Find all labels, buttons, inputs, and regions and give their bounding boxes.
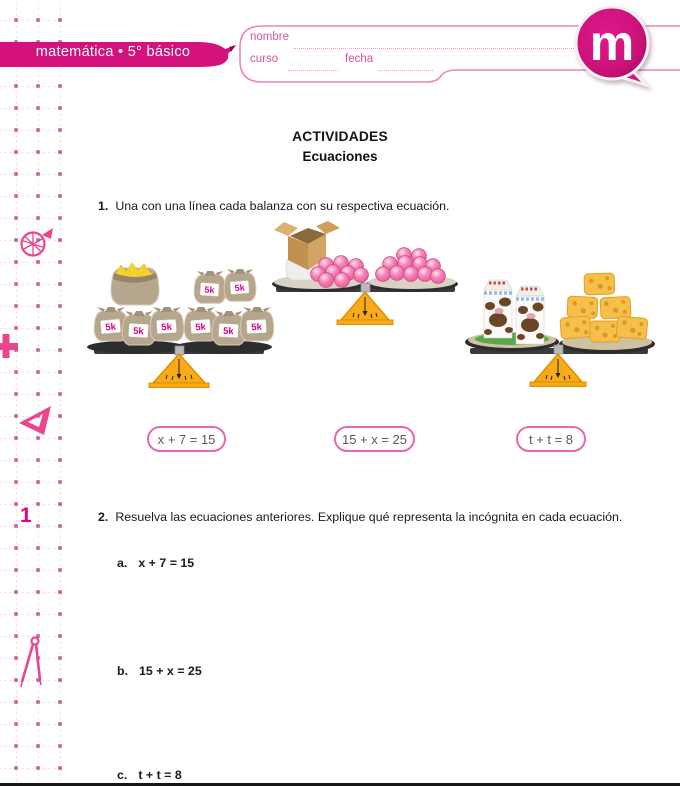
open-sack bbox=[111, 263, 159, 305]
svg-text:5k: 5k bbox=[251, 321, 263, 334]
equation-card-1[interactable] bbox=[147, 426, 226, 452]
item-b-equation: 15 + x = 25 bbox=[139, 664, 202, 678]
balance-scale-balls bbox=[270, 220, 462, 330]
item-c-letter: c. bbox=[117, 768, 128, 782]
activity-title: ACTIVIDADES bbox=[292, 129, 388, 144]
svg-text:5k: 5k bbox=[161, 321, 173, 334]
compass-icon bbox=[16, 634, 50, 690]
balls-right bbox=[376, 248, 446, 284]
fecha-field[interactable] bbox=[379, 58, 433, 71]
svg-text:5k: 5k bbox=[222, 325, 234, 338]
cheese-pile bbox=[560, 273, 648, 342]
svg-text:5k: 5k bbox=[204, 284, 215, 296]
svg-text:5k: 5k bbox=[234, 282, 245, 294]
sack bbox=[240, 307, 274, 341]
plus-icon bbox=[0, 334, 20, 360]
curso-field[interactable] bbox=[288, 58, 338, 71]
exercise2-text: Resuelva las ecuaciones anteriores. Explique qué representa la incógnita en cada ecuación. bbox=[115, 510, 623, 524]
set-square-icon bbox=[16, 404, 56, 442]
equation-card-2-label: 15 + x = 25 bbox=[341, 431, 408, 447]
balance-scale-milk-cheese bbox=[460, 260, 658, 390]
item-b-letter: b. bbox=[117, 664, 129, 678]
exercise2-statement bbox=[98, 510, 622, 524]
fecha-label: fecha bbox=[345, 53, 374, 65]
svg-text:5k: 5k bbox=[194, 321, 207, 334]
milk-carton bbox=[484, 280, 513, 338]
svg-text:5k: 5k bbox=[132, 325, 144, 338]
nombre-label: nombre bbox=[250, 31, 289, 43]
equation-card-2[interactable] bbox=[334, 426, 415, 452]
svg-text:5k: 5k bbox=[104, 321, 117, 334]
exercise2-item-c bbox=[117, 768, 182, 782]
nombre-field[interactable] bbox=[294, 36, 574, 49]
exercise2-number: 2. bbox=[98, 510, 109, 524]
balance-scale-sacks bbox=[86, 228, 274, 390]
item-a-letter: a. bbox=[117, 556, 128, 570]
sack bbox=[150, 307, 184, 341]
topic-title: Ecuaciones bbox=[302, 149, 378, 164]
milk-carton bbox=[516, 286, 544, 344]
equation-card-1-label: x + 7 = 15 bbox=[157, 431, 216, 447]
item-c-equation: t + t = 8 bbox=[138, 768, 182, 782]
exercise1-number: 1. bbox=[98, 199, 109, 213]
curso-label: curso bbox=[250, 53, 279, 65]
equation-card-3[interactable] bbox=[516, 426, 586, 452]
pie-slice-icon bbox=[18, 226, 56, 262]
equation-card-3-label: t + t = 8 bbox=[528, 431, 574, 447]
sidebar-number: 1 bbox=[20, 504, 32, 527]
brand-logo bbox=[570, 2, 656, 90]
item-a-equation: x + 7 = 15 bbox=[138, 556, 195, 570]
exercise1-text: Una con una línea cada balanza con su respectiva ecuación. bbox=[115, 199, 450, 213]
logo-letter: m bbox=[589, 15, 635, 71]
exercise2-item-a bbox=[117, 556, 194, 570]
exercise2-item-b bbox=[117, 664, 202, 678]
sack bbox=[224, 269, 256, 301]
sack bbox=[194, 271, 226, 303]
exercise1-statement bbox=[98, 199, 449, 213]
banner-title: matemática • 5° básico bbox=[35, 44, 191, 60]
